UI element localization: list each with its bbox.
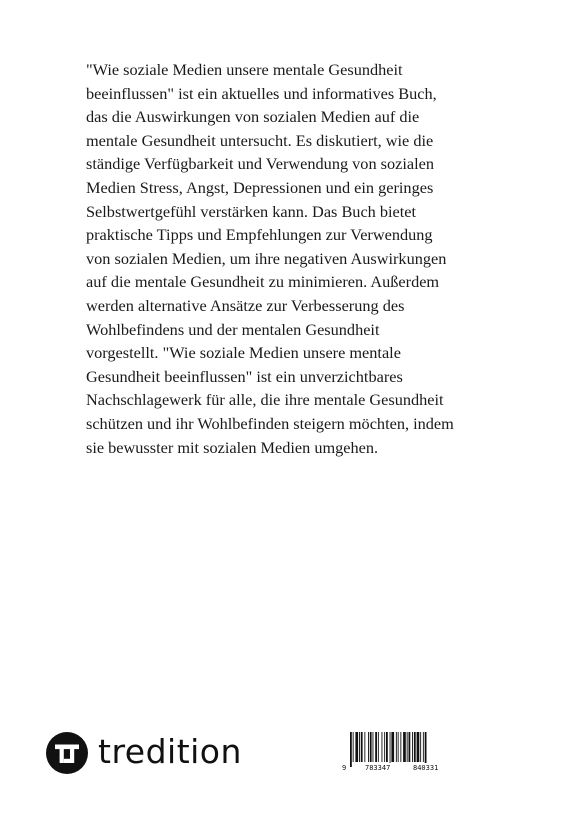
blurb-line: Nachschlagewerk für alle, die ihre mentale Gesundheit (86, 390, 444, 410)
blurb-line: werden alternative Ansätze zur Verbesserung des (86, 295, 405, 315)
barcode-digits (342, 763, 454, 773)
blurb-line: schützen und ihr Wohlbefinden steigern möchten, indem (86, 413, 454, 433)
tredition-logo-icon (46, 732, 88, 774)
blurb-line: das die Auswirkungen von sozialen Medien auf die (86, 107, 420, 127)
publisher-name: tredition (98, 731, 242, 771)
blurb-line: sie bewusster mit sozialen Medien umgehen. (86, 437, 379, 457)
blurb-line: Wohlbefindens und der mentalen Gesundheit (86, 319, 380, 339)
barcode-digit-first: 9 (342, 764, 347, 772)
blurb-line: mentale Gesundheit untersucht. Es diskutiert, wie die (86, 130, 434, 150)
publisher-logo (46, 730, 242, 776)
blurb-line: Selbstwertgefühl verstärken kann. Das Buch bietet (86, 201, 417, 221)
blurb-line: von sozialen Medien, um ihre negativen Auswirkungen (86, 248, 447, 268)
blurb-line: beeinflussen" ist ein aktuelles und informatives Buch, (86, 83, 437, 103)
blurb-line: Gesundheit beeinflussen" ist ein unverzichtbares (86, 366, 403, 386)
back-cover-blurb (86, 58, 506, 459)
isbn-barcode (342, 732, 454, 772)
blurb-line: vorgestellt. "Wie soziale Medien unsere mentale (86, 343, 401, 363)
blurb-line: Medien Stress, Angst, Depressionen und ein geringes (86, 177, 434, 197)
blurb-line: praktische Tipps und Empfehlungen zur Verwendung (86, 225, 433, 245)
barcode-digits-right: 840331 (413, 764, 439, 772)
blurb-line: ständige Verfügbarkeit und Verwendung von sozialen (86, 154, 435, 174)
blurb-line: "Wie soziale Medien unsere mentale Gesundheit (86, 60, 403, 79)
blurb-line: auf die mentale Gesundheit zu minimieren. Außerdem (86, 272, 440, 292)
barcode-digits-left: 783347 (365, 764, 391, 772)
